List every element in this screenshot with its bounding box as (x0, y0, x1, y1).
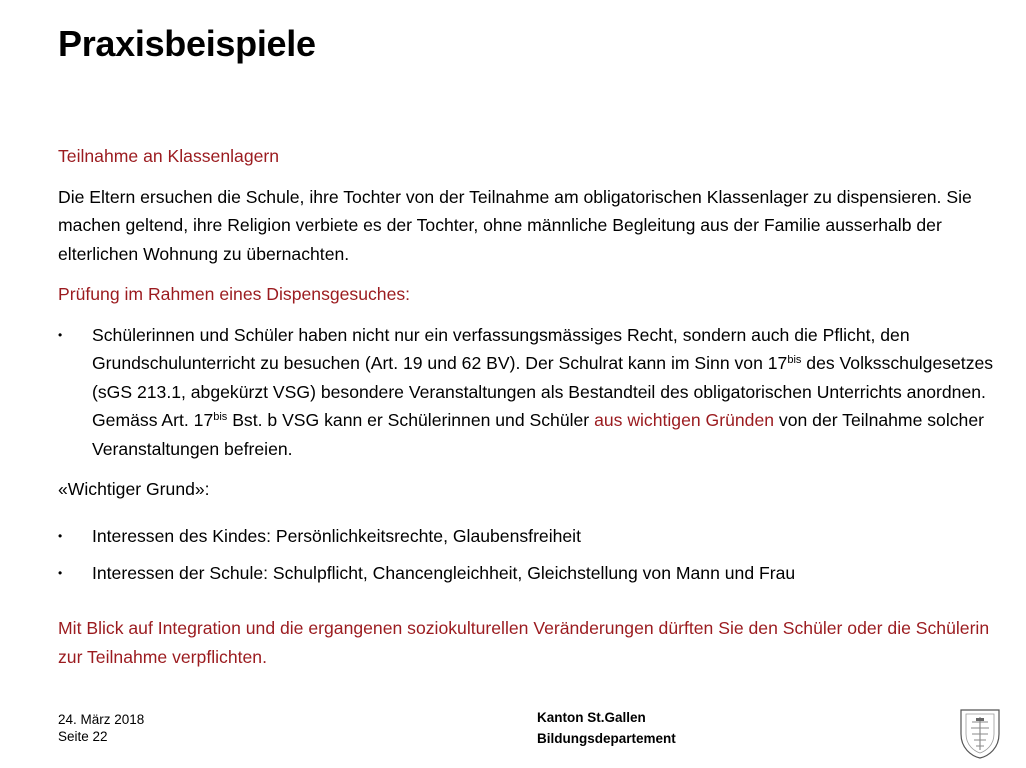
footer-department: Bildungsdepartement (537, 731, 676, 746)
bullet-icon: • (58, 566, 63, 580)
assessment-list (58, 321, 1008, 464)
list-item (58, 559, 1008, 588)
reason-text: Interessen der Schule: Schulpflicht, Chancengleichheit, Gleichstellung von Mann und Frau (92, 563, 796, 583)
st-gallen-coat-of-arms-icon (958, 708, 1002, 760)
legal-text-part: des Volksschulgesetzes (sGS 213.1, abgekürzt VSG) besondere Veranstaltungen als Bestandteil des obligatorischen Unterrichts anordnen. Gemäss Art. 17 (92, 353, 994, 430)
legal-text-part: Bst. b VSG kann er Schülerinnen und Schüler (227, 410, 595, 430)
footer-organization (537, 707, 676, 750)
footer-date-block (58, 711, 144, 745)
legal-text-part: von der Teilnahme solcher Veranstaltungen befreien. (92, 410, 984, 459)
footer-canton: Kanton St.Gallen (537, 710, 646, 725)
list-item (58, 522, 1008, 551)
legal-text-part: Schülerinnen und Schüler haben nicht nur ein verfassungsmässiges Recht, sondern auch die Pflicht, den Grundschulunterricht zu besuchen (Art. 19 und 62 BV). Der Schulrat kann im Sinn von 17 (92, 324, 910, 373)
footer-page-number: Seite 22 (58, 729, 108, 744)
case-heading: Teilnahme an Klassenlagern (58, 146, 280, 166)
footer-date: 24. März 2018 (58, 712, 145, 727)
slide-content (58, 142, 1008, 600)
page-title: Praxisbeispiele (58, 23, 316, 64)
highlighted-phrase: aus wichtigen Gründen (594, 410, 775, 430)
list-item (58, 321, 1008, 464)
superscript-bis: bis (213, 411, 228, 423)
bullet-icon: • (58, 528, 63, 543)
bullet-icon: • (58, 327, 63, 342)
conclusion-text: Mit Blick auf Integration und die ergangenen soziokulturellen Veränderungen dürften Sie den Schüler oder die Schülerin zur Teilnahme verpflichten. (58, 618, 990, 667)
assessment-heading: Prüfung im Rahmen eines Dispensgesuches: (58, 284, 411, 304)
reasons-list (58, 522, 1008, 588)
superscript-bis: bis (787, 354, 802, 366)
reason-text: Interessen des Kindes: Persönlichkeitsrechte, Glaubensfreiheit (92, 525, 581, 546)
case-description: Die Eltern ersuchen die Schule, ihre Tochter von der Teilnahme am obligatorischen Klassenlager zu dispensieren. Sie machen geltend, ihre Religion verbiete es der Tochter, ohne männliche Begleitung aus der Familie ausserhalb der elterlichen Wohnung zu übernachten. (58, 186, 972, 264)
reasons-heading: «Wichtiger Grund»: (58, 479, 210, 499)
